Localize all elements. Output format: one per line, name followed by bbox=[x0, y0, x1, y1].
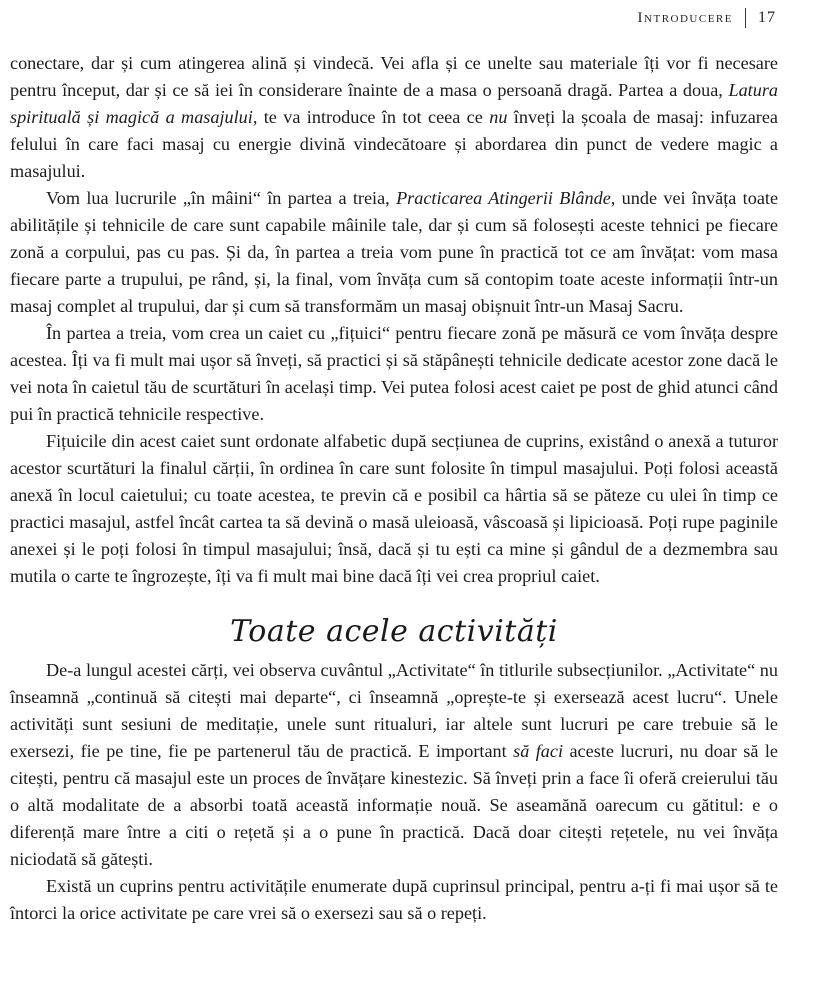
italic-text: să faci bbox=[513, 741, 564, 761]
paragraphs-before bbox=[10, 50, 778, 590]
italic-text: nu bbox=[489, 107, 508, 127]
text-run: Fițuicile din acest caiet sunt ordonate alfabetic după secțiunea de cuprins, existând o anexă a tuturor acestor scurtături la finalul cărții, în ordinea în care sunt folosite în timpul masajului. Poți folosi această anexă în locul caietului; cu toate acestea, te previn că e posibil ca hârtia să se păteze cu ulei în timp ce practici masajul, astfel încât cartea ta să devină o masă uleioasă, vâscoasă și lipicioasă. Poți rupe paginile anexei și le poți folosi în timpul masajului; însă, dacă și tu ești ca mine și gândul de a dezmembra sau mutila o carte te îngrozește, îți va fi mult mai bine dacă îți vei crea propriul caiet. bbox=[10, 431, 778, 586]
paragraph bbox=[10, 657, 778, 873]
text-run: De-a lungul acestei cărți, vei observa cuvântul „Activitate“ în titlurile subsecțiunilor. „Activitate“ nu înseamnă „continuă să citești mai departe“, ci înseamnă „oprește-te și exersează acest lucru“. Unele activități sunt sesiuni de meditație, unele sunt ritualuri, iar altele sunt lucruri pe care trebuie să le exersezi, fie pe tine, fie pe partenerul tău de practică. E important bbox=[10, 660, 778, 761]
text-run: Vom lua lucrurile „în mâini“ în partea a treia, bbox=[46, 188, 397, 208]
italic-text: Practicarea Atingerii Blânde bbox=[396, 188, 611, 208]
paragraph bbox=[10, 873, 778, 927]
paragraphs-after bbox=[10, 657, 778, 927]
text-run: , unde vei învăța toate abilitățile și tehnicile de care sunt capabile mâinile tale, dar și cum să folosești aceste tehnici pe fiecare zonă a corpului, pas cu pas. Și da, în partea a treia vom pune în practică tot ce am învățat: vom masa fiecare parte a trupului, pe rând, și, la final, vom învăța cum să contopim toate aceste informații într-un masaj complet al trupului, dar și cum să transformăm un masaj obișnuit într-un Masaj Sacru. bbox=[10, 188, 779, 316]
page-number: 17 bbox=[758, 9, 776, 26]
paragraph bbox=[10, 50, 778, 185]
text-run: înveți la școala de masaj: infuzarea felului în care faci masaj cu energie divină vindecătoare și abordarea din punct de vedere magic a masajului. bbox=[10, 107, 778, 181]
text-run: , te va introduce în tot ceea ce bbox=[252, 107, 490, 127]
running-title: Introducere bbox=[637, 9, 733, 26]
running-head bbox=[638, 8, 776, 28]
text-run: conectare, dar și cum atingerea alină și vindecă. Vei afla și ce unelte sau materiale îți vor fi necesare pentru început, dar și ce să iei în considerare înainte de a masa o persoană dragă. Partea a doua, bbox=[10, 53, 778, 100]
header-divider bbox=[745, 8, 746, 28]
text-run: aceste lucruri, nu doar să le citești, pentru că masajul este un proces de învățare kinestezic. Să înveți prin a face îi oferă creierului tău o altă modalitate de a absorbi toată această informație nouă. Se aseamănă oarecum cu gătitul: e o diferență mare între a citi o rețetă și a o pune în practică. Dacă doar citești rețetele, nu vei învăța niciodată să gătești. bbox=[10, 741, 778, 869]
body-text bbox=[10, 50, 778, 927]
italic-text: Latura spirituală și magică a masajului bbox=[10, 80, 778, 127]
text-run: În partea a treia, vom crea un caiet cu „fițuici“ pentru fiecare zonă pe măsură ce vom învăța despre acestea. Îți va fi mult mai ușor să înveți, să practici și să stăpânești tehnicile dedicate acestor zone dacă le vei nota în caietul tău de scurtături în același timp. Vei putea folosi acest caiet pe post de ghid atunci când pui în practică tehnicile respective. bbox=[10, 323, 778, 424]
text-run: Există un cuprins pentru activitățile enumerate după cuprinsul principal, pentru a-ți fi mai ușor să te întorci la orice activitate pe care vrei să o exersezi sau să o repeți. bbox=[10, 876, 778, 923]
paragraph bbox=[10, 428, 778, 590]
paragraph bbox=[10, 320, 778, 428]
section-heading: Toate acele activități bbox=[230, 614, 558, 649]
paragraph bbox=[10, 185, 778, 320]
